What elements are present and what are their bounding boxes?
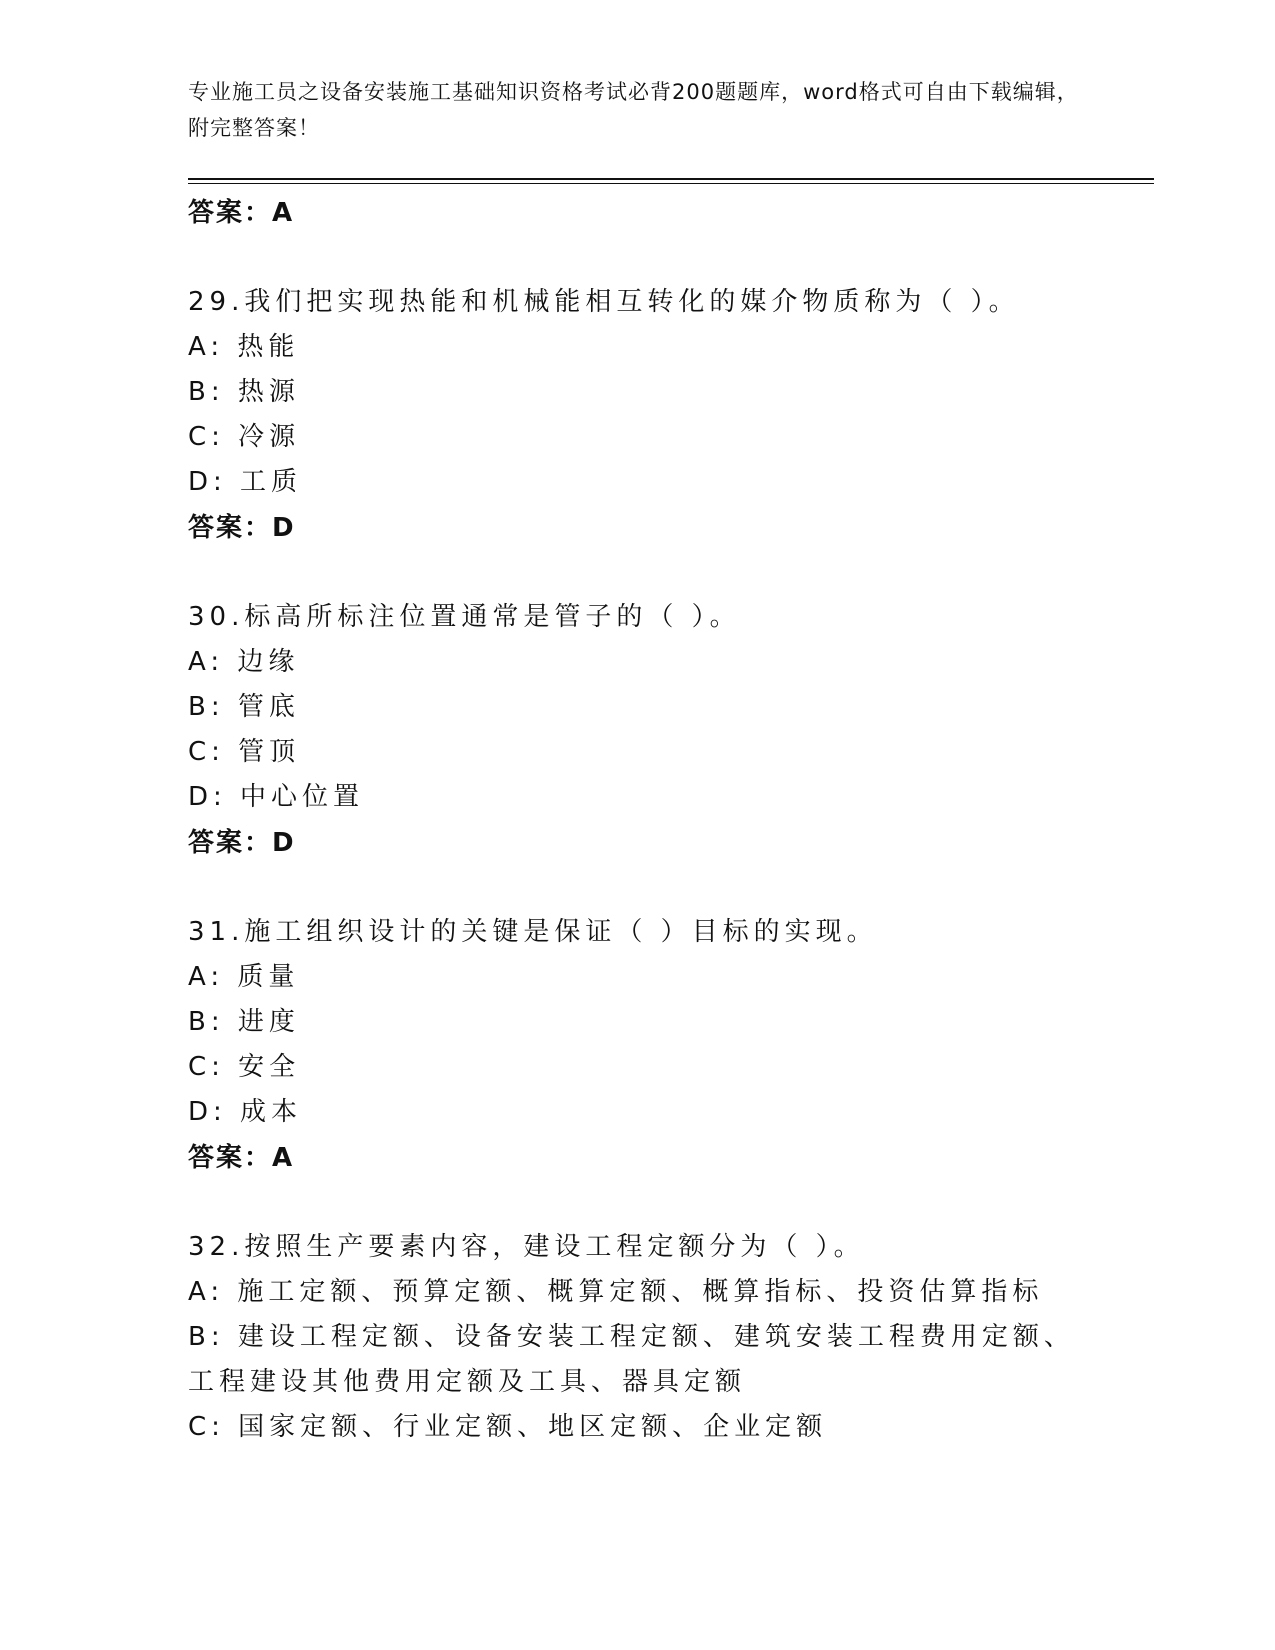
option-c: C: 国家定额、行业定额、地区定额、企业定额: [188, 1412, 828, 1442]
header-rule-thick: [188, 178, 1154, 180]
document-header: 专业施工员之设备安装施工基础知识资格考试必背200题题库，word格式可自由下载编辑，附完整答案！: [188, 80, 1079, 140]
question-text: 30.标高所标注位置通常是管子的（ ）。: [188, 602, 741, 632]
question-text: 32.按照生产要素内容，建设工程定额分为（ ）。: [188, 1232, 865, 1262]
option-a: A: 施工定额、预算定额、概算定额、概算指标、投资估算指标: [188, 1277, 1044, 1307]
option-a: A: 质量: [188, 962, 300, 992]
option-d: D: 工质: [188, 467, 303, 497]
option-c: C: 安全: [188, 1052, 301, 1082]
question-list: [188, 190, 1088, 1450]
option-a: A: 热能: [188, 332, 300, 362]
option-b: B: 管底: [188, 692, 300, 722]
option-d: D: 成本: [188, 1097, 303, 1127]
answer-line: 答案：D: [188, 513, 296, 543]
option-c: C: 冷源: [188, 422, 301, 452]
question-text: 29.我们把实现热能和机械能相互转化的媒介物质称为（ ）。: [188, 287, 1020, 317]
answer-line: 答案：A: [188, 1143, 295, 1173]
option-a: A: 边缘: [188, 647, 300, 677]
option-b: B: 热源: [188, 377, 300, 407]
option-b: B: 建设工程定额、设备安装工程定额、建筑安装工程费用定额、工程建设其他费用定额及工具、器具定额: [188, 1322, 1075, 1397]
question-text: 31.施工组织设计的关键是保证（ ）目标的实现。: [188, 917, 878, 947]
answer-line: 答案：D: [188, 828, 296, 858]
option-c: C: 管顶: [188, 737, 301, 767]
option-b: B: 进度: [188, 1007, 300, 1037]
option-d: D: 中心位置: [188, 782, 365, 812]
answer-line: 答案：A: [188, 198, 295, 228]
header-rule-thin: [188, 183, 1154, 184]
